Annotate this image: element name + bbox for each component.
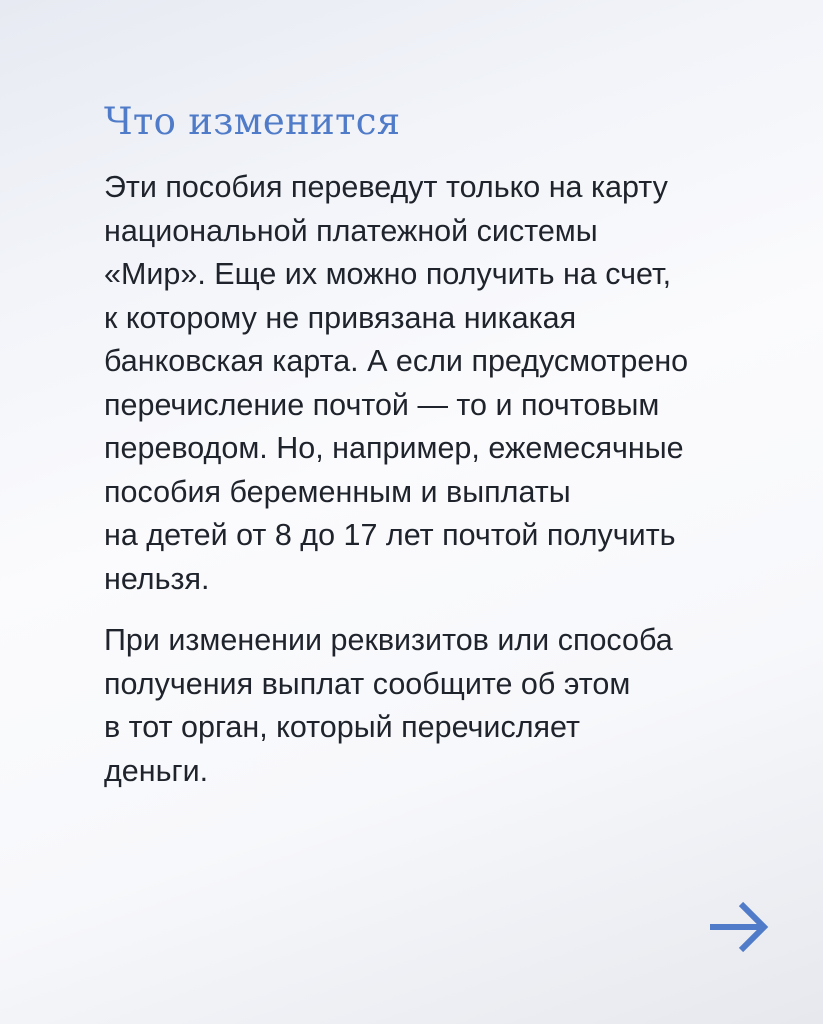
- text-line: При изменении реквизитов или способа: [104, 623, 673, 657]
- body-paragraph-1: [104, 166, 794, 601]
- text-line: пособия беременным и выплаты: [104, 474, 571, 509]
- content-card: [104, 92, 794, 793]
- arrow-right-icon: [706, 894, 772, 960]
- text-line: «Мир». Еще их можно получить на счет,: [104, 257, 672, 291]
- text-line: к которому не привязана никакая: [104, 300, 577, 335]
- text-line: переводом. Но, например, ежемесячные: [104, 431, 684, 465]
- section-heading: Что изменится: [104, 100, 401, 143]
- next-slide-button[interactable]: [706, 894, 772, 960]
- body-paragraph-2: [104, 619, 794, 793]
- text-line: в тот орган, который перечисляет: [104, 710, 580, 744]
- text-line: деньги.: [104, 753, 209, 788]
- text-line: получения выплат сообщите об этом: [104, 666, 631, 701]
- text-line: на детей от 8 до 17 лет почтой получить: [104, 518, 676, 552]
- text-line: банковская карта. А если предусмотрено: [104, 344, 689, 378]
- text-line: национальной платежной системы: [104, 213, 598, 248]
- text-line: Эти пособия переведут только на карту: [104, 170, 668, 204]
- text-line: перечисление почтой — то и почтовым: [104, 387, 660, 422]
- text-line: нельзя.: [104, 561, 210, 596]
